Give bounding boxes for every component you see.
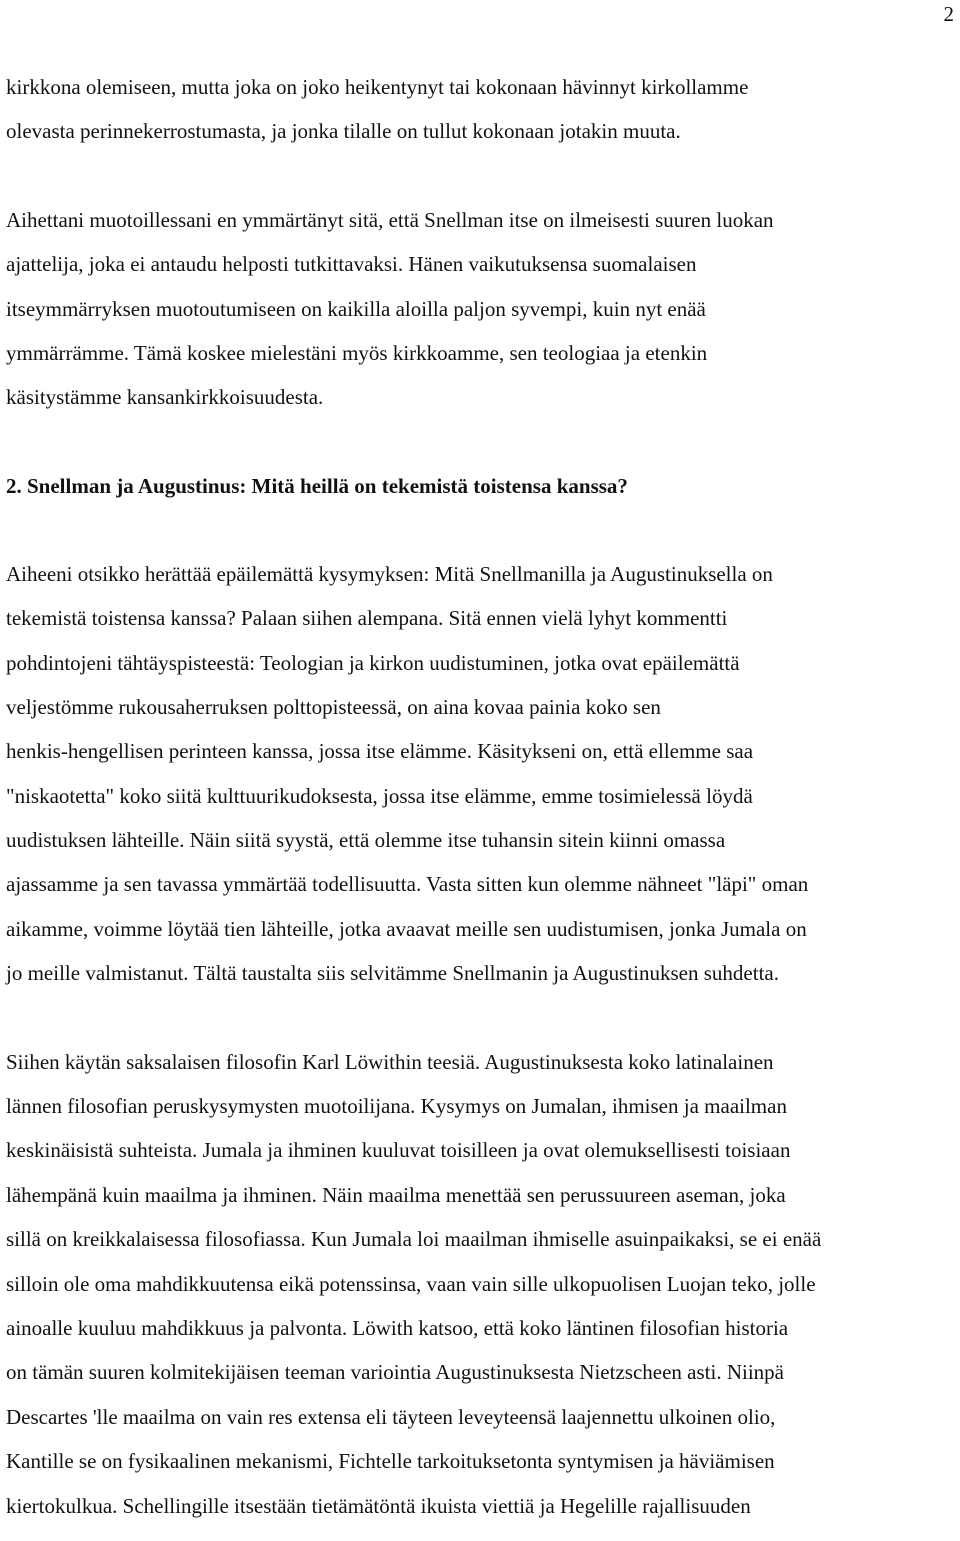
text-line: sillä on kreikkalaisessa filosofiassa. Kun Jumala loi maailman ihmiselle asuinpaikaksi, se ei enää xyxy=(6,1227,822,1252)
text-line: on tämän suuren kolmitekijäisen teeman variointia Augustinuksesta Nietzscheen asti. Niinpä xyxy=(6,1360,784,1385)
text-line: olevasta perinnekerrostumasta, ja jonka tilalle on tullut kokonaan jotakin muuta. xyxy=(6,119,681,144)
text-line: Aiheeni otsikko herättää epäilemättä kysymyksen: Mitä Snellmanilla ja Augustinuksella on xyxy=(6,561,773,586)
paragraph xyxy=(6,70,958,159)
text-line: uudistuksen lähteille. Näin siitä syystä, että olemme itse tuhansin sitein kiinni omassa xyxy=(6,828,726,853)
section-heading: 2. Snellman ja Augustinus: Mitä heillä on tekemistä toistensa kanssa? xyxy=(6,473,628,498)
text-line: ajassamme ja sen tavassa ymmärtää todellisuutta. Vasta sitten kun olemme nähneet "läpi" oman xyxy=(6,872,809,897)
document-body xyxy=(6,70,958,1533)
text-line: lähempänä kuin maailma ja ihminen. Näin maailma menettää sen perussuureen aseman, joka xyxy=(6,1182,786,1207)
text-line: kiertokulkua. Schellingille itsestään tietämätöntä ikuista viettiä ja Hegelille rajallisuuden xyxy=(6,1493,751,1518)
text-line: henkis-hengellisen perinteen kanssa, jossa itse elämme. Käsitykseni on, että ellemme saa xyxy=(6,739,754,764)
text-line: Descartes 'lle maailma on vain res extensa eli täyteen leveyteensä laajennettu ulkoinen olio, xyxy=(6,1404,776,1429)
text-line: kirkkona olemiseen, mutta joka on joko heikentynyt tai kokonaan hävinnyt kirkollamme xyxy=(6,75,749,99)
text-line: ymmärrämme. Tämä koskee mielestäni myös kirkkoamme, sen teologiaa ja etenkin xyxy=(6,340,708,365)
text-line: Aihettani muotoillessani en ymmärtänyt sitä, että Snellman itse on ilmeisesti suuren luokan xyxy=(6,207,774,232)
text-line: Kantille se on fysikaalinen mekanismi, Fichtelle tarkoituksetonta syntymisen ja häviämisen xyxy=(6,1449,775,1474)
text-line: lännen filosofian peruskysymysten muotoilijana. Kysymys on Jumalan, ihmisen ja maailman xyxy=(6,1094,787,1119)
text-line: "niskaotetta" koko siitä kulttuurikudoksesta, jossa itse elämme, emme tosimielessä löydä xyxy=(6,783,753,808)
text-line: itseymmärryksen muotoutumiseen on kaikilla aloilla paljon syvempi, kuin nyt enää xyxy=(6,296,706,321)
text-line: aikamme, voimme löytää tien lähteille, jotka avaavat meille sen uudistumisen, jonka Jumala on xyxy=(6,916,807,941)
text-line: veljestömme rukousaherruksen polttopisteessä, on aina kovaa painia koko sen xyxy=(6,694,661,719)
paragraph xyxy=(6,557,958,1001)
text-line: pohdintojeni tähtäyspisteestä: Teologian ja kirkon uudistuminen, jotka ovat epäilemättä xyxy=(6,650,740,675)
page-number: 2 xyxy=(943,2,954,26)
text-line: ainoalle kuuluu mahdikkuus ja palvonta. Löwith katsoo, että koko läntinen filosofian historia xyxy=(6,1315,789,1340)
text-line: ajattelija, joka ei antaudu helposti tutkittavaksi. Hänen vaikutuksensa suomalaisen xyxy=(6,252,697,277)
paragraph xyxy=(6,203,958,425)
text-line: tekemistä toistensa kanssa? Palaan siihen alempana. Sitä ennen vielä lyhyt kommentti xyxy=(6,606,728,631)
text-line: jo meille valmistanut. Tältä taustalta siis selvitämme Snellmanin ja Augustinuksen suhdetta. xyxy=(6,961,779,986)
paragraph xyxy=(6,1045,958,1533)
text-line: keskinäisistä suhteista. Jumala ja ihminen kuuluvat toisilleen ja ovat olemuksellisesti toisiaan xyxy=(6,1138,791,1163)
text-line: Siihen käytän saksalaisen filosofin Karl Löwithin teesiä. Augustinuksesta koko latinalainen xyxy=(6,1049,774,1074)
text-line: silloin ole oma mahdikkuutensa eikä potenssinsa, vaan vain sille ulkopuolisen Luojan teko, jolle xyxy=(6,1271,816,1296)
text-line: käsitystämme kansankirkkoisuudesta. xyxy=(6,385,324,410)
